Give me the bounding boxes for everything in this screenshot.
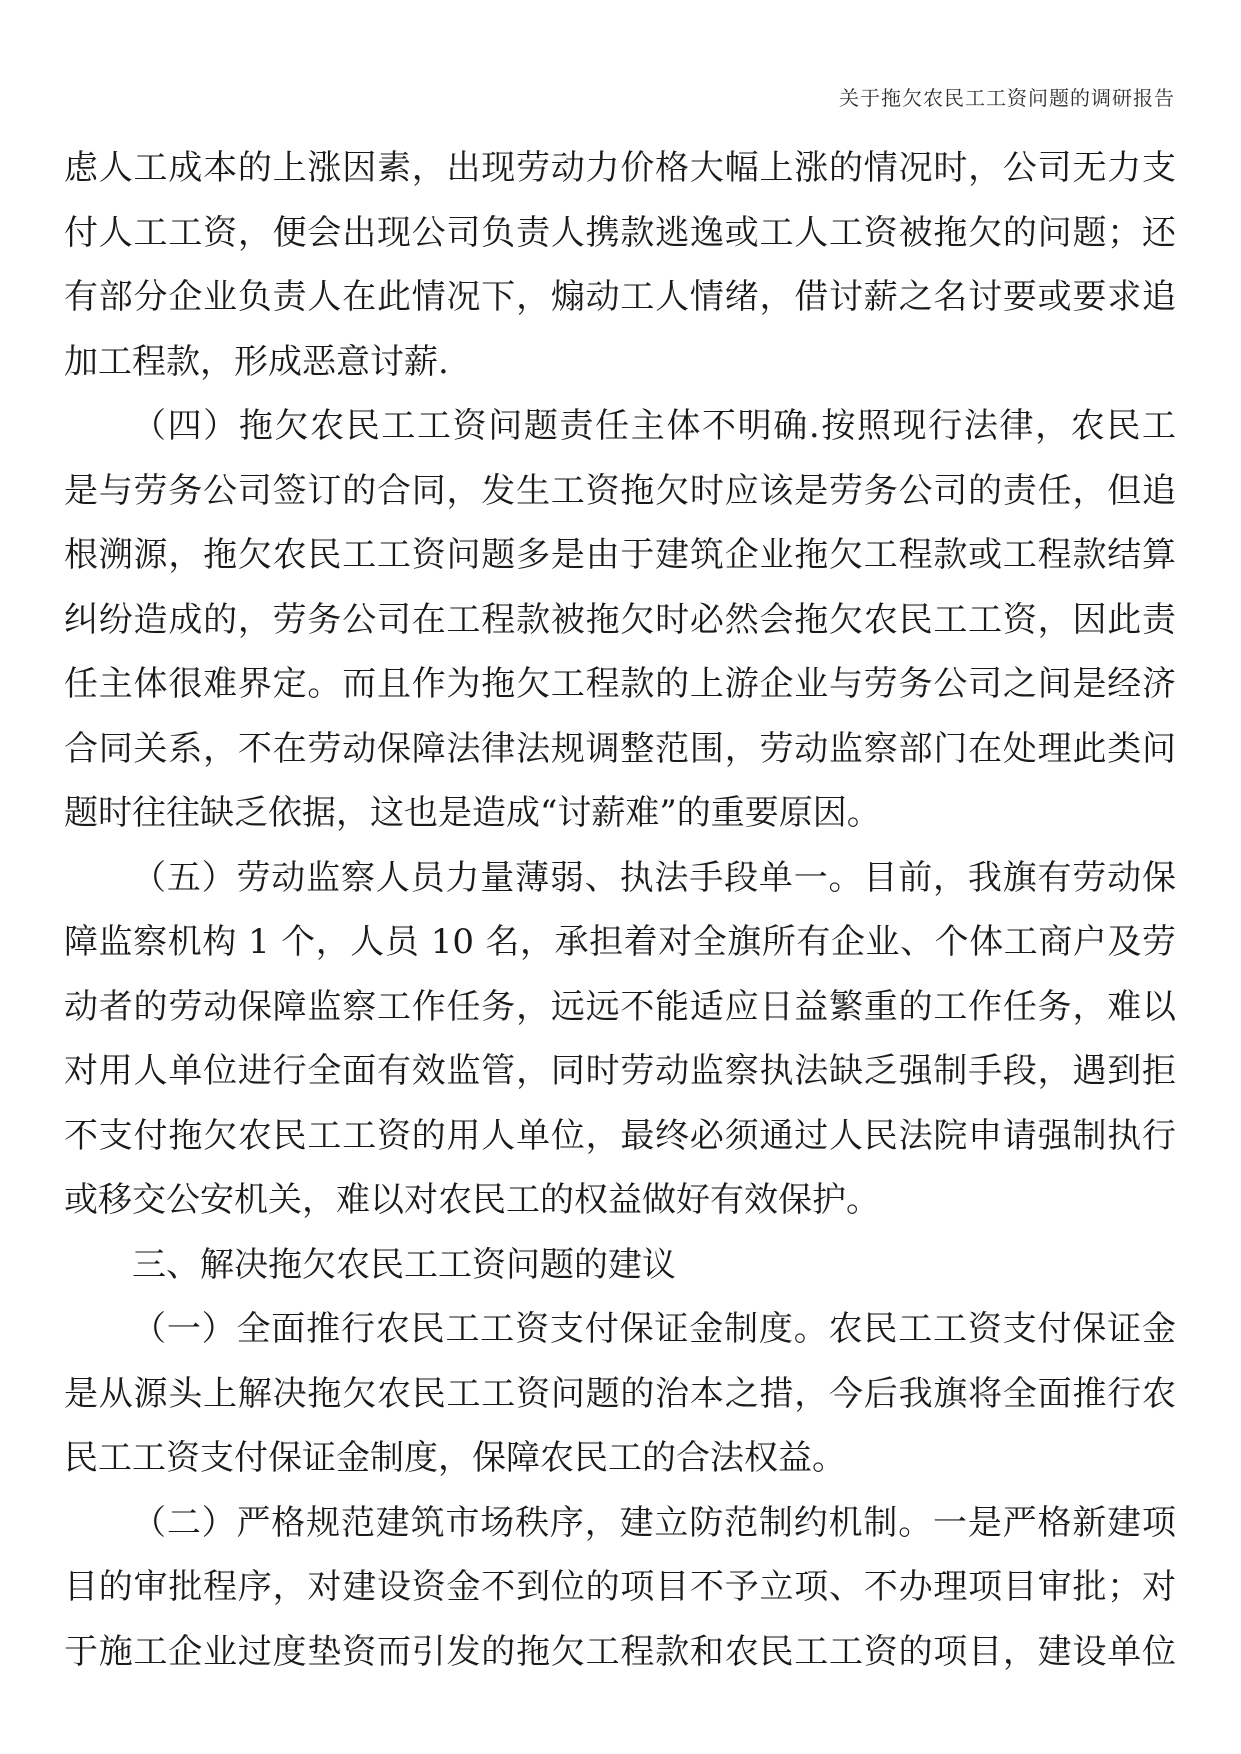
text-line: 付人工工资，便会出现公司负责人携款逃逸或工人工资被拖欠的问题；还 (64, 212, 1176, 253)
text-line: （一）全面推行农民工工资支付保证金制度。农民工工资支付保证金 (132, 1309, 1176, 1349)
text-line: 动者的劳动保障监察工作任务，远远不能适应日益繁重的工作任务，难以 (64, 986, 1176, 1027)
text-line: 障监察机构 1 个，人员 10 名，承担着对全旗所有企业、个体工商户及劳 (64, 922, 1176, 962)
text-line: 题时往往缺乏依据，这也是造成“讨薪难”的重要原因。 (64, 793, 881, 833)
text-line: （五）劳动监察人员力量薄弱、执法手段单一。目前，我旗有劳动保 (132, 857, 1176, 898)
text-line: 是从源头上解决拖欠农民工工资问题的治本之措，今后我旗将全面推行农 (64, 1373, 1176, 1414)
text-line: 根溯源，拖欠农民工工资问题多是由于建筑企业拖欠工程款或工程款结算 (64, 535, 1176, 575)
text-line: 有部分企业负责人在此情况下，煽动工人情绪，借讨薪之名讨要或要求追 (64, 277, 1176, 317)
text-line: 对用人单位进行全面有效监管，同时劳动监察执法缺乏强制手段，遇到拒 (64, 1051, 1176, 1091)
text-line: （四）拖欠农民工工资问题责任主体不明确.按照现行法律，农民工 (132, 406, 1176, 446)
text-line: 民工工资支付保证金制度，保障农民工的合法权益。 (64, 1438, 846, 1478)
text-line: 是与劳务公司签订的合同，发生工资拖欠时应该是劳务公司的责任，但追 (64, 470, 1176, 511)
text-line: 或移交公安机关，难以对农民工的权益做好有效保护。 (64, 1180, 880, 1220)
text-line: 纠纷造成的，劳务公司在工程款被拖欠时必然会拖欠农民工工资，因此责 (64, 599, 1176, 640)
text-line: 加工程款，形成恶意讨薪. (64, 341, 449, 382)
page-header: 关于拖欠农民工工资问题的调研报告 (839, 86, 1175, 110)
text-line: 不支付拖欠农民工工资的用人单位，最终必须通过人民法院申请强制执行 (64, 1115, 1176, 1156)
text-line: （二）严格规范建筑市场秩序，建立防范制约机制。一是严格新建项 (132, 1502, 1176, 1543)
text-line: 任主体很难界定。而且作为拖欠工程款的上游企业与劳务公司之间是经济 (64, 664, 1176, 704)
document-body (64, 136, 1176, 1684)
text-line: 虑人工成本的上涨因素，出现劳动力价格大幅上涨的情况时，公司无力支 (64, 148, 1176, 188)
text-line: 目的审批程序，对建设资金不到位的项目不予立项、不办理项目审批；对 (64, 1567, 1176, 1607)
text-line: 于施工企业过度垫资而引发的拖欠工程款和农民工工资的项目，建设单位 (64, 1631, 1176, 1672)
text-line: 合同关系，不在劳动保障法律法规调整范围，劳动监察部门在处理此类问 (64, 728, 1176, 769)
section-heading: 三、解决拖欠农民工工资问题的建议 (132, 1244, 676, 1285)
